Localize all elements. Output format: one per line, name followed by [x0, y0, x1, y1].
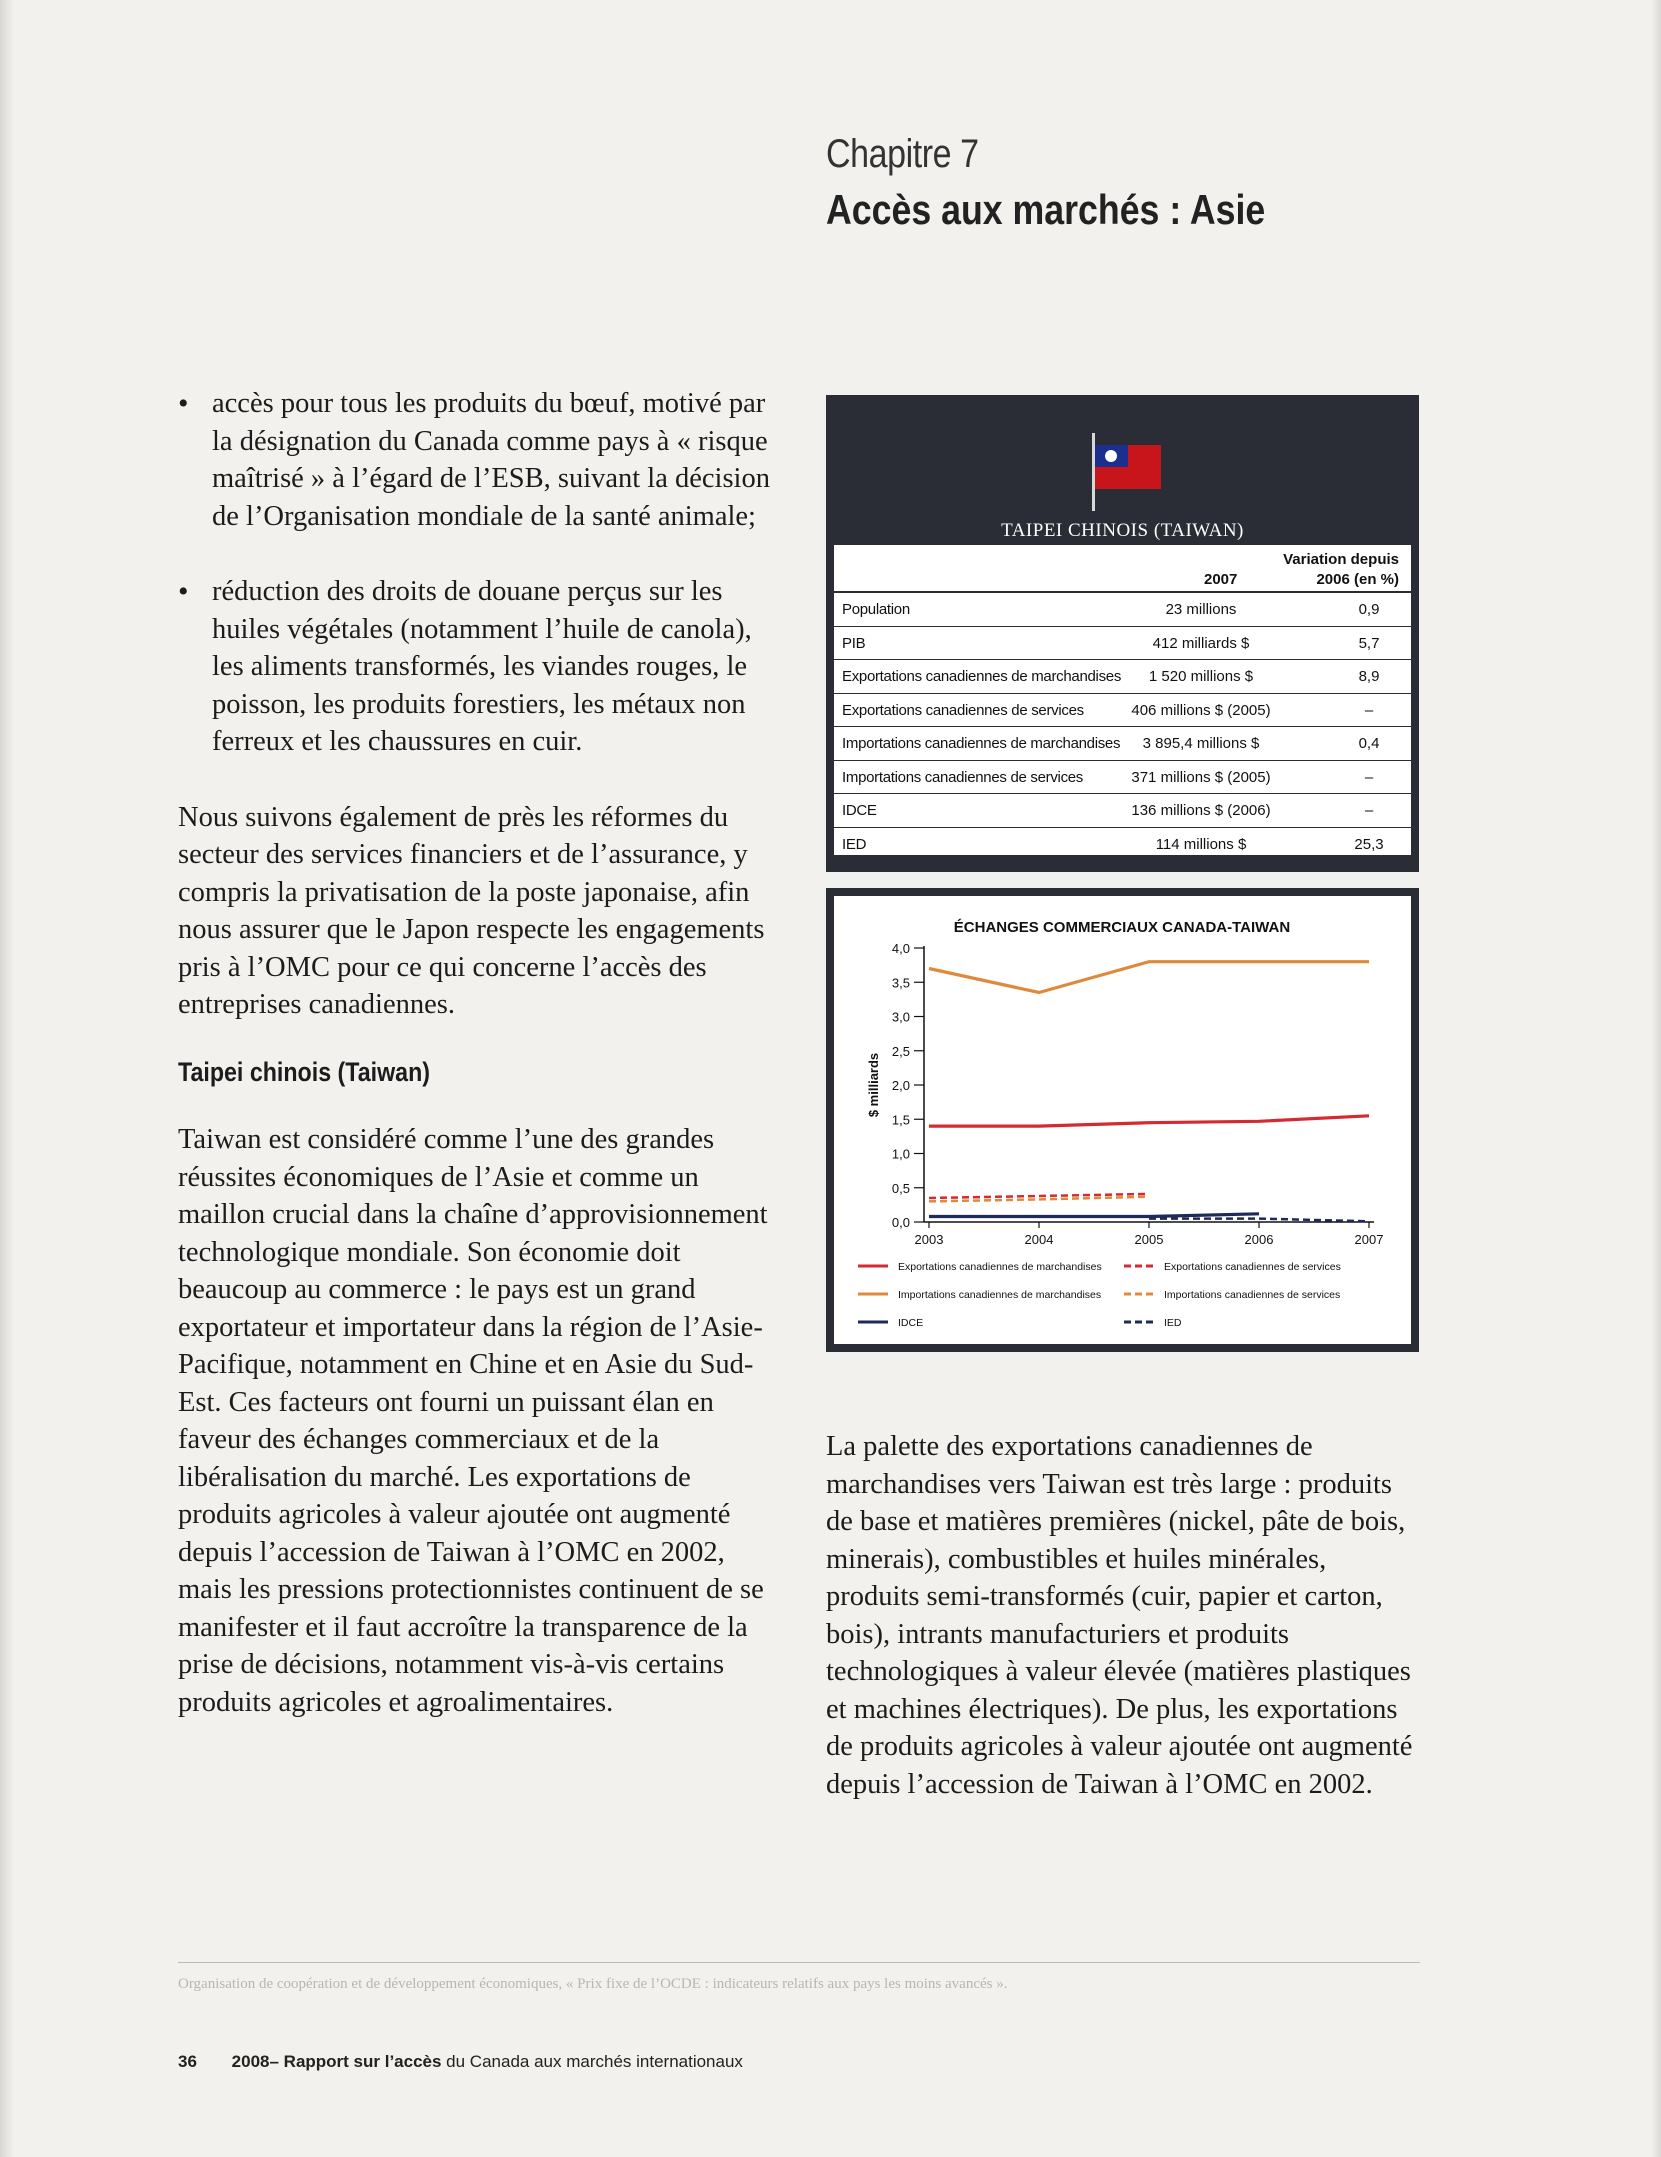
- footer-year: 2008: [231, 2052, 270, 2071]
- row-value: 412 milliards $: [1152, 634, 1250, 652]
- fact-box-header: [834, 403, 1411, 545]
- y-tick-label: 3,5: [891, 975, 910, 991]
- row-value: 3 895,4 millions $: [1142, 735, 1260, 752]
- row-label: Importations canadiennes de services: [842, 768, 1084, 786]
- bullet-item: • réduction des droits de douane perçus sur les huiles végétales (notamment l’huile de canola), les aliments transformés, les viandes rouges, le poisson, les produits forestiers, les métaux non ferreux et les chaussures en cuir.: [178, 573, 778, 761]
- legend-label: Exportations canadiennes de services: [1164, 1261, 1341, 1273]
- row-change: 0,4: [1358, 735, 1380, 752]
- trade-chart-box: [826, 888, 1419, 1352]
- paragraph: Nous suivons également de près les réformes du secteur des services financiers et de l’assurance, y compris la privatisation de la poste japonaise, afin nous assurer que le Japon respecte les engagements pris à l’OMC pour ce qui concerne l’accès des entreprises canadiennes.: [178, 801, 765, 1020]
- col-header-change-line2: 2006 (en %): [1316, 571, 1399, 588]
- row-label: IDCE: [842, 802, 877, 819]
- row-value: 136 millions $ (2006): [1131, 802, 1271, 819]
- row-label: PIB: [842, 634, 866, 652]
- bullet-list: [178, 385, 778, 761]
- table-row: [834, 761, 1411, 795]
- x-tick-label: 2005: [1134, 1232, 1164, 1247]
- page-footer: [178, 2052, 743, 2072]
- y-tick-label: 0,0: [891, 1215, 910, 1230]
- row-label: Exportations canadiennes de marchandises: [842, 668, 1122, 685]
- y-axis-label: $ milliards: [866, 1052, 881, 1118]
- row-change: 25,3: [1354, 835, 1384, 853]
- chapter-title: Accès aux marchés : Asie: [826, 186, 1266, 233]
- col-header-2007: 2007: [1204, 571, 1238, 588]
- x-tick-label: 2004: [1024, 1232, 1054, 1247]
- chapter-label: Chapitre 7: [826, 132, 979, 176]
- row-label: Population: [842, 601, 910, 618]
- legend-label: IDCE: [898, 1317, 924, 1329]
- bullet-item: • accès pour tous les produits du bœuf, motivé par la désignation du Canada comme pays à « risque maîtrisé » à l’égard de l’ESB, suivant la décision de l’Organisation mondiale de la santé animale;: [178, 385, 778, 535]
- footer-title-rest: du Canada aux marchés internationaux: [441, 2052, 743, 2071]
- table-row: [834, 727, 1411, 761]
- row-change: 8,9: [1358, 668, 1380, 685]
- table-row: [834, 794, 1411, 828]
- y-tick-label: 3,0: [891, 1009, 910, 1025]
- row-value: 23 millions: [1165, 601, 1237, 618]
- legend-label: Importations canadiennes de services: [1164, 1289, 1341, 1301]
- series-line-0: [929, 1116, 1369, 1126]
- legend-label: Exportations canadiennes de marchandises: [898, 1261, 1102, 1273]
- fact-box-caption: TAIPEI CHINOIS (TAIWAN): [1001, 520, 1244, 541]
- row-label: IED: [842, 835, 867, 853]
- x-tick-label: 2006: [1244, 1232, 1274, 1247]
- trade-line-chart: [834, 896, 1411, 1344]
- page-edge-left: [0, 0, 14, 2157]
- footer-title-bold: – Rapport sur l’accès: [269, 2052, 442, 2071]
- y-tick-label: 1,0: [891, 1146, 910, 1162]
- row-value: 114 millions $: [1155, 835, 1247, 853]
- fact-table: [834, 545, 1411, 855]
- row-value: 1 520 millions $: [1148, 668, 1254, 685]
- row-change: 5,7: [1358, 634, 1380, 652]
- series-line-2: [929, 1214, 1259, 1217]
- right-column: [826, 1428, 1426, 1825]
- col-header-change-line1: Variation depuis: [1283, 551, 1399, 568]
- table-row: [834, 593, 1411, 627]
- series-line-5: [1149, 1219, 1369, 1222]
- row-value: 371 millions $ (2005): [1131, 768, 1271, 786]
- y-tick-label: 0,5: [891, 1180, 910, 1196]
- row-change: –: [1364, 802, 1374, 819]
- footnote-rule: [178, 1962, 1420, 1963]
- chart-panel: [834, 896, 1411, 1344]
- table-row: [834, 828, 1411, 861]
- x-tick-label: 2007: [1354, 1232, 1384, 1247]
- series-line-1: [929, 962, 1369, 993]
- x-tick-label: 2003: [914, 1232, 944, 1247]
- country-fact-box: [826, 395, 1419, 872]
- legend-label: IED: [1164, 1317, 1182, 1329]
- chart-title: ÉCHANGES COMMERCIAUX CANADA-TAIWAN: [953, 919, 1291, 936]
- page-edge-right: [1651, 0, 1661, 2157]
- row-change: 0,9: [1358, 601, 1380, 618]
- y-tick-label: 1,5: [891, 1112, 910, 1128]
- row-change: –: [1364, 768, 1374, 786]
- section-heading: Taipei chinois (Taiwan): [178, 1056, 431, 1087]
- y-tick-label: 2,0: [891, 1078, 910, 1093]
- paragraph: Taiwan est considéré comme l’une des grandes réussites économiques de l’Asie et comme un maillon crucial dans la chaîne d’approvisionnement technologique mondiale. Son économie doit beaucoup au commerce : le pays est un grand exportateur et importateur dans la région de l’Asie-Pacifique, notamment en Chine et en Asie du Sud-Est. Ces facteurs ont fourni un puissant élan en faveur des échanges commerciaux et de la libéralisation du marché. Les exportations de produits agricoles à valeur ajoutée ont augmenté depuis l’accession de Taiwan à l’OMC en 2002, mais les pressions protectionnistes continuent de se manifester et il faut accroître la transparence de la prise de décisions, notamment vis-à-vis certains produits agricoles et agroalimentaires.: [178, 1124, 768, 1718]
- table-row: [834, 660, 1411, 694]
- taiwan-flag-icon: [1095, 445, 1161, 489]
- row-label: Exportations canadiennes de services: [842, 701, 1084, 719]
- page-number: 36: [178, 2052, 197, 2071]
- fact-table-header: [834, 545, 1411, 593]
- footnote: Organisation de coopération et de développement économiques, « Prix fixe de l’OCDE : indicateurs relatifs aux pays les moins avancés ».: [178, 1976, 1008, 1992]
- row-change: –: [1364, 701, 1374, 719]
- flag-sun: [1105, 450, 1117, 462]
- left-column: [178, 385, 778, 1743]
- row-value: 406 millions $ (2005): [1131, 701, 1271, 719]
- y-tick-label: 2,5: [891, 1043, 910, 1059]
- legend-label: Importations canadiennes de marchandises: [898, 1289, 1102, 1301]
- table-row: [834, 627, 1411, 661]
- row-label: Importations canadiennes de marchandises: [842, 735, 1121, 752]
- paragraph: La palette des exportations canadiennes de marchandises vers Taiwan est très large : produits de base et matières premières (nickel, pâte de bois, minerais), combustibles et huiles minérales, produits semi-transformés (cuir, papier et carton, bois), intrants manufacturiers et produits technologiques à valeur élevée (matières plastiques et machines électriques). De plus, les exportations de produits agricoles à valeur ajoutée ont augmenté depuis l’accession de Taiwan à l’OMC en 2002.: [826, 1431, 1413, 1800]
- table-row: [834, 694, 1411, 728]
- y-tick-label: 4,0: [891, 941, 910, 956]
